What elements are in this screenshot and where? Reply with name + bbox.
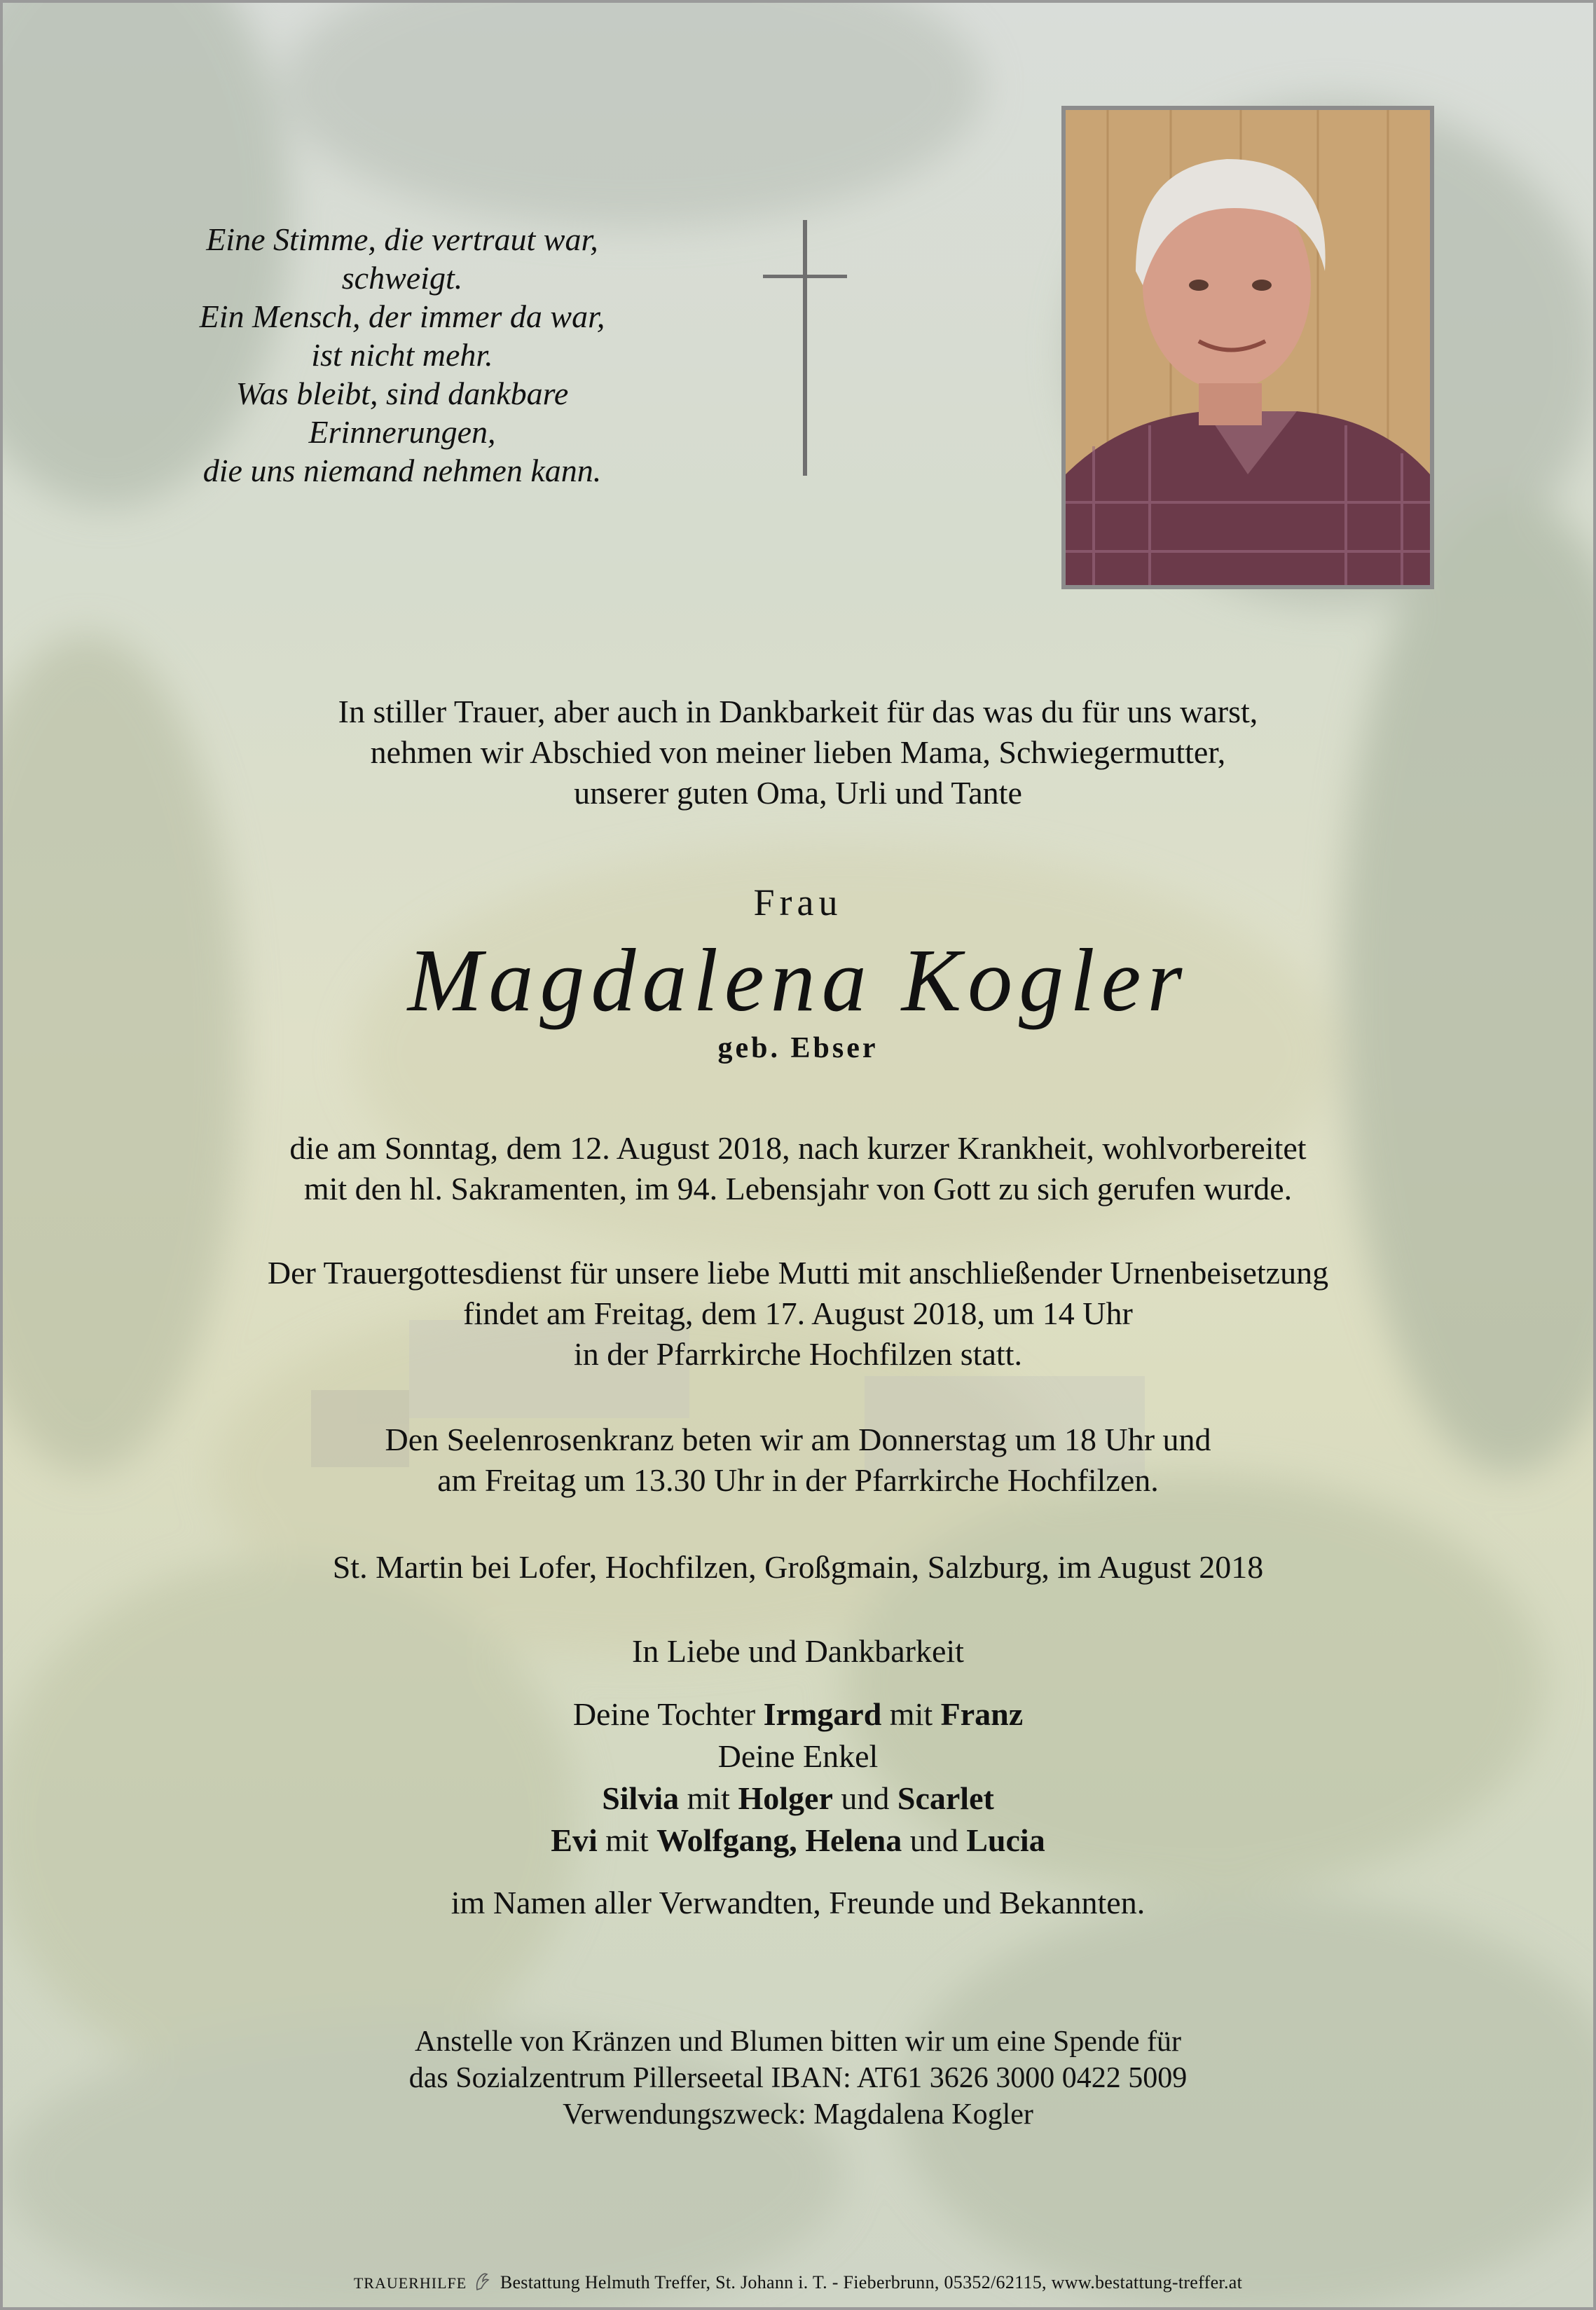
poem-line: Ein Mensch, der immer da war, [199, 298, 605, 334]
family-line: Deine Tochter Irmgard mit Franz [572, 1696, 1024, 1732]
poem-line: ist nicht mehr. [311, 337, 493, 373]
donation-line: Verwendungszweck: Magdalena Kogler [563, 2098, 1033, 2131]
poem-line: Erinnerungen, [308, 414, 496, 450]
rosary-line: Den Seelenrosenkranz beten wir am Donnerstag um 18 Uhr und [385, 1422, 1211, 1457]
service-line: Der Trauergottesdienst für unsere liebe Mutti mit anschließender Urnenbeisetzung [267, 1255, 1329, 1291]
funeral-service [3, 1253, 1593, 1375]
dove-logo-icon [474, 2271, 490, 2292]
memorial-poem [143, 220, 661, 490]
rosary-prayer [3, 1419, 1593, 1501]
family-line: Evi mit Wolfgang, Helena und Lucia [551, 1822, 1045, 1858]
portrait-photo [1061, 106, 1434, 589]
cross-icon [763, 220, 847, 476]
deceased-name: Magdalena Kogler [407, 930, 1189, 1030]
service-line: findet am Freitag, dem 17. August 2018, um 14 Uhr [463, 1295, 1133, 1331]
closing: In Liebe und Dankbarkeit [632, 1633, 964, 1669]
intro-line: nehmen wir Abschied von meiner lieben Mama, Schwiegermutter, [370, 734, 1226, 770]
intro-text [3, 692, 1593, 813]
family-line: Silvia mit Holger und Scarlet [602, 1780, 994, 1816]
family-line: Deine Enkel [717, 1738, 879, 1774]
poem-line: die uns niemand nehmen kann. [202, 453, 602, 488]
death-notice-line: mit den hl. Sakramenten, im 94. Lebensjahr von Gott zu sich gerufen wurde. [303, 1171, 1293, 1206]
place-date: St. Martin bei Lofer, Hochfilzen, Großgmain, Salzburg, im August 2018 [332, 1549, 1264, 1585]
intro-line: In stiller Trauer, aber auch in Dankbarkeit für das was du für uns warst, [338, 694, 1258, 729]
birth-name: geb. Ebser [717, 1032, 879, 1064]
mourners-list [3, 1693, 1593, 1862]
salutation: Frau [753, 881, 843, 923]
death-notice [3, 1128, 1593, 1209]
donation-line: das Sozialzentrum Pillerseetal IBAN: AT61 3626 3000 0422 5009 [408, 2062, 1188, 2094]
donation-request [3, 2023, 1593, 2133]
footer-brand: TRAUERHILFE [353, 2274, 467, 2292]
portrait-image [1066, 110, 1430, 585]
poem-line: Was bleibt, sind dankbare [235, 376, 569, 411]
poem-line: Eine Stimme, die vertraut war, [206, 221, 598, 257]
poem-line: schweigt. [341, 260, 463, 296]
service-line: in der Pfarrkirche Hochfilzen statt. [574, 1336, 1022, 1372]
intro-line: unserer guten Oma, Urli und Tante [574, 775, 1022, 811]
donation-line: Anstelle von Kränzen und Blumen bitten wir um eine Spende für [414, 2026, 1182, 2058]
footer-text: Bestattung Helmuth Treffer, St. Johann i. T. - Fieberbrunn, 05352/62115, www.bestattung-treffer.at [500, 2272, 1243, 2292]
death-notice-line: die am Sonntag, dem 12. August 2018, nach kurzer Krankheit, wohlvorbereitet [289, 1130, 1307, 1166]
rosary-line: am Freitag um 13.30 Uhr in der Pfarrkirche Hochfilzen. [437, 1462, 1159, 1498]
relatives-note: im Namen aller Verwandten, Freunde und Bekannten. [450, 1885, 1146, 1920]
funeral-home-footer [3, 2271, 1593, 2294]
